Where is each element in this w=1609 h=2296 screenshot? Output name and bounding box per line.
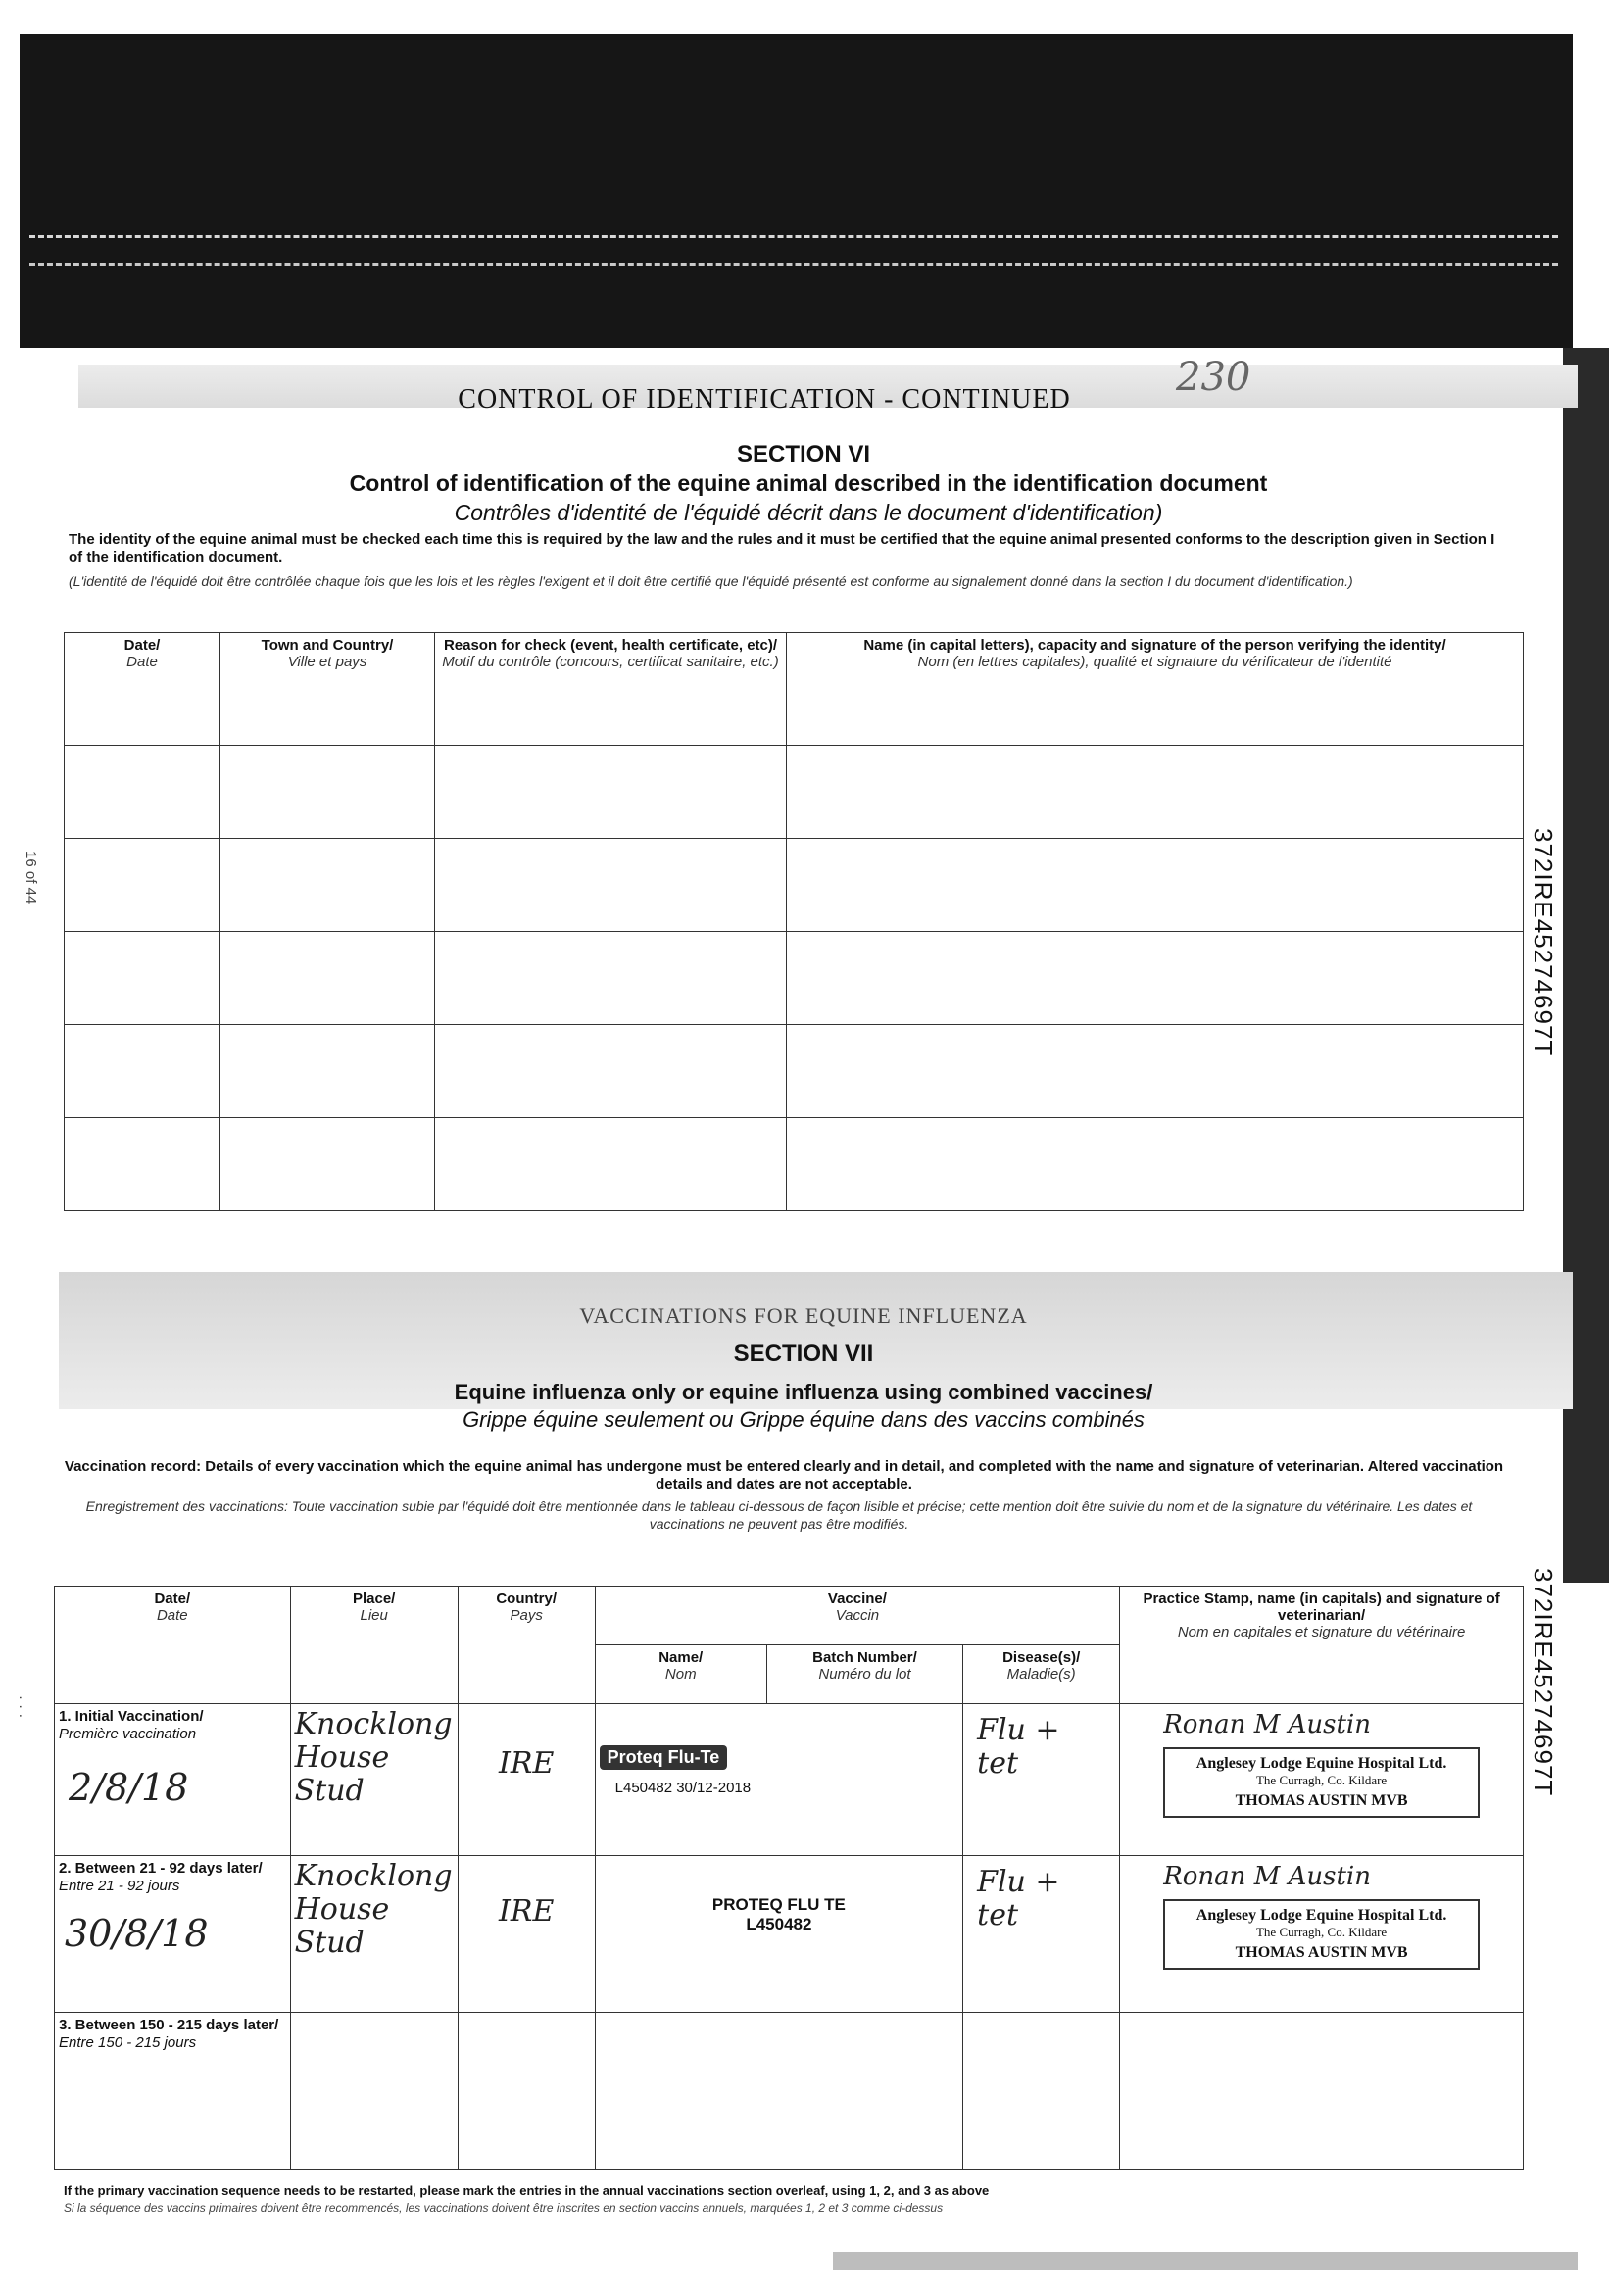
side-page-count: 16 of 44: [23, 851, 39, 904]
row-date-cell: 1. Initial Vaccination/ Première vaccination 2/8/18: [55, 1704, 291, 1856]
col-vaccine-name: Name/ Nom: [595, 1645, 766, 1704]
section7-banner: VACCINATIONS FOR EQUINE INFLUENZA: [579, 1303, 1028, 1328]
scan-edge: [833, 2252, 1578, 2270]
row-country-cell: IRE: [458, 1856, 595, 2013]
date-handwritten: 2/8/18: [69, 1766, 189, 1809]
section6-title-en: Control of identification of the equine animal described in the identification document: [349, 470, 1268, 496]
row-disease-cell: Flu + tet: [963, 1704, 1120, 1856]
table-row: [65, 1025, 1524, 1118]
row-date-cell: 3. Between 150 - 215 days later/ Entre 150 - 215 jours: [55, 2013, 291, 2170]
col-country: Country/ Pays: [458, 1587, 595, 1704]
col-reason: Reason for check (event, health certificate, etc)/ Motif du contrôle (concours, certificat sanitaire, etc.): [435, 633, 787, 746]
row-vaccine-cell: [595, 1704, 963, 1856]
section7-title-en: Equine influenza only or equine influenza using combined vaccines/: [454, 1380, 1153, 1404]
vaccination-table: [54, 1586, 1524, 2170]
section7-record-fr: Enregistrement des vaccinations: Toute vaccination subie par l'équidé doit être mentionnée dans le tableau ci-dessous de façon lisible et précise; cette mention doit être suivie du nom et de la signature du vétérinaire. Les dates et vaccinations ne peuvent pas être modifiés.: [85, 1498, 1473, 1532]
side-marks: · · ·: [13, 1695, 29, 1719]
col-batch-number: Batch Number/ Numéro du lot: [766, 1645, 962, 1704]
row-practice-cell: [1120, 1856, 1524, 2013]
dark-cover-band: [20, 34, 1573, 348]
table-row: [65, 746, 1524, 839]
vaccination-row-third: [55, 2013, 1524, 2170]
row-place-cell: Knocklong House Stud: [290, 1704, 458, 1856]
vaccination-row-initial: [55, 1704, 1524, 1856]
col-vaccine: Vaccine/ Vaccin: [595, 1587, 1120, 1645]
practice-stamp: Anglesey Lodge Equine Hospital Ltd. The Curragh, Co. Kildare THOMAS AUSTIN MVB: [1163, 1747, 1480, 1818]
vet-signature: Ronan M Austin: [1163, 1862, 1371, 1891]
section7-title-fr: Grippe équine seulement ou Grippe équine dans des vaccins combinés: [463, 1407, 1145, 1432]
row-country-cell: IRE: [458, 1704, 595, 1856]
section6-intro-fr: (L'identité de l'équidé doit être contrôlée chaque fois que les lois et les règles l'exigent et il doit être certifié que l'équidé présenté est conforme au signalement donné dans la section I du document d'identification.): [69, 573, 1353, 589]
col-date: Date/ Date: [65, 633, 220, 746]
vaccine-batch: L450482: [746, 1915, 812, 1933]
section6-title-fr: Contrôles d'identité de l'équidé décrit dans le document d'identification): [454, 500, 1163, 525]
table-row: [65, 932, 1524, 1025]
passport-id-lower: 372IRE45274697T: [1529, 1568, 1558, 1797]
footnote-fr: Si la séquence des vaccins primaires doivent être recommencés, les vaccinations doivent être inscrites en section vaccins annuels, marquées 1, 2 et 3 comme ci-dessus: [64, 2201, 944, 2215]
row-place-cell: Knocklong House Stud: [290, 1856, 458, 2013]
col-disease: Disease(s)/ Maladie(s): [963, 1645, 1120, 1704]
section6-intro-en: The identity of the equine animal must be checked each time this is required by the law and the rules and it must be certified that the equine animal presented conforms to the description given in Section I of the identification document.: [69, 531, 1495, 565]
table-row: [65, 1118, 1524, 1211]
col-practice: Practice Stamp, name (in capitals) and signature of veterinarian/ Nom en capitales et signature du vétérinaire: [1120, 1587, 1524, 1704]
section7-label: SECTION VII: [733, 1341, 874, 1367]
footnote-en: If the primary vaccination sequence needs to be restarted, please mark the entries in the annual vaccinations section overleaf, using 1, 2, and 3 as above: [64, 2183, 990, 2198]
col-verifier: Name (in capital letters), capacity and signature of the person verifying the identity/ Nom (en lettres capitales), qualité et signature du vérificateur de l'identité: [787, 633, 1524, 746]
vaccination-row-second: [55, 1856, 1524, 2013]
row-date-cell: 2. Between 21 - 92 days later/ Entre 21 - 92 jours 30/8/18: [55, 1856, 291, 2013]
date-handwritten: 30/8/18: [65, 1912, 209, 1955]
identification-check-table: [64, 632, 1524, 1211]
col-date: Date/ Date: [55, 1587, 291, 1704]
vaccine-batch-line: L450482 30/12-2018: [614, 1780, 752, 1796]
col-town-country: Town and Country/ Ville et pays: [220, 633, 435, 746]
table-row: [65, 839, 1524, 932]
row-vaccine-cell: [595, 1856, 963, 2013]
row-practice-cell: [1120, 1704, 1524, 1856]
row-disease-cell: Flu + tet: [963, 1856, 1120, 2013]
stitch-line-2: [29, 263, 1558, 277]
stitch-line: [29, 235, 1558, 250]
passport-id-upper: 372IRE45274697T: [1529, 828, 1558, 1057]
section6-label: SECTION VI: [736, 441, 871, 467]
section6-banner: CONTROL OF IDENTIFICATION - CONTINUED: [458, 384, 1071, 415]
section7-record-en: Vaccination record: Details of every vaccination which the equine animal has undergone must be entered clearly and in detail, and completed with the name and signature of veterinarian. Altered vaccination details and dates are not acceptable.: [64, 1458, 1504, 1492]
page-number: 230: [1176, 355, 1251, 400]
col-place: Place/ Lieu: [290, 1587, 458, 1704]
vet-signature: Ronan M Austin: [1163, 1710, 1371, 1739]
vaccine-sticker: Proteq Flu-Te: [600, 1745, 728, 1770]
practice-stamp: Anglesey Lodge Equine Hospital Ltd. The Curragh, Co. Kildare THOMAS AUSTIN MVB: [1163, 1899, 1480, 1970]
vaccine-name: PROTEQ FLU TE: [711, 1895, 846, 1914]
